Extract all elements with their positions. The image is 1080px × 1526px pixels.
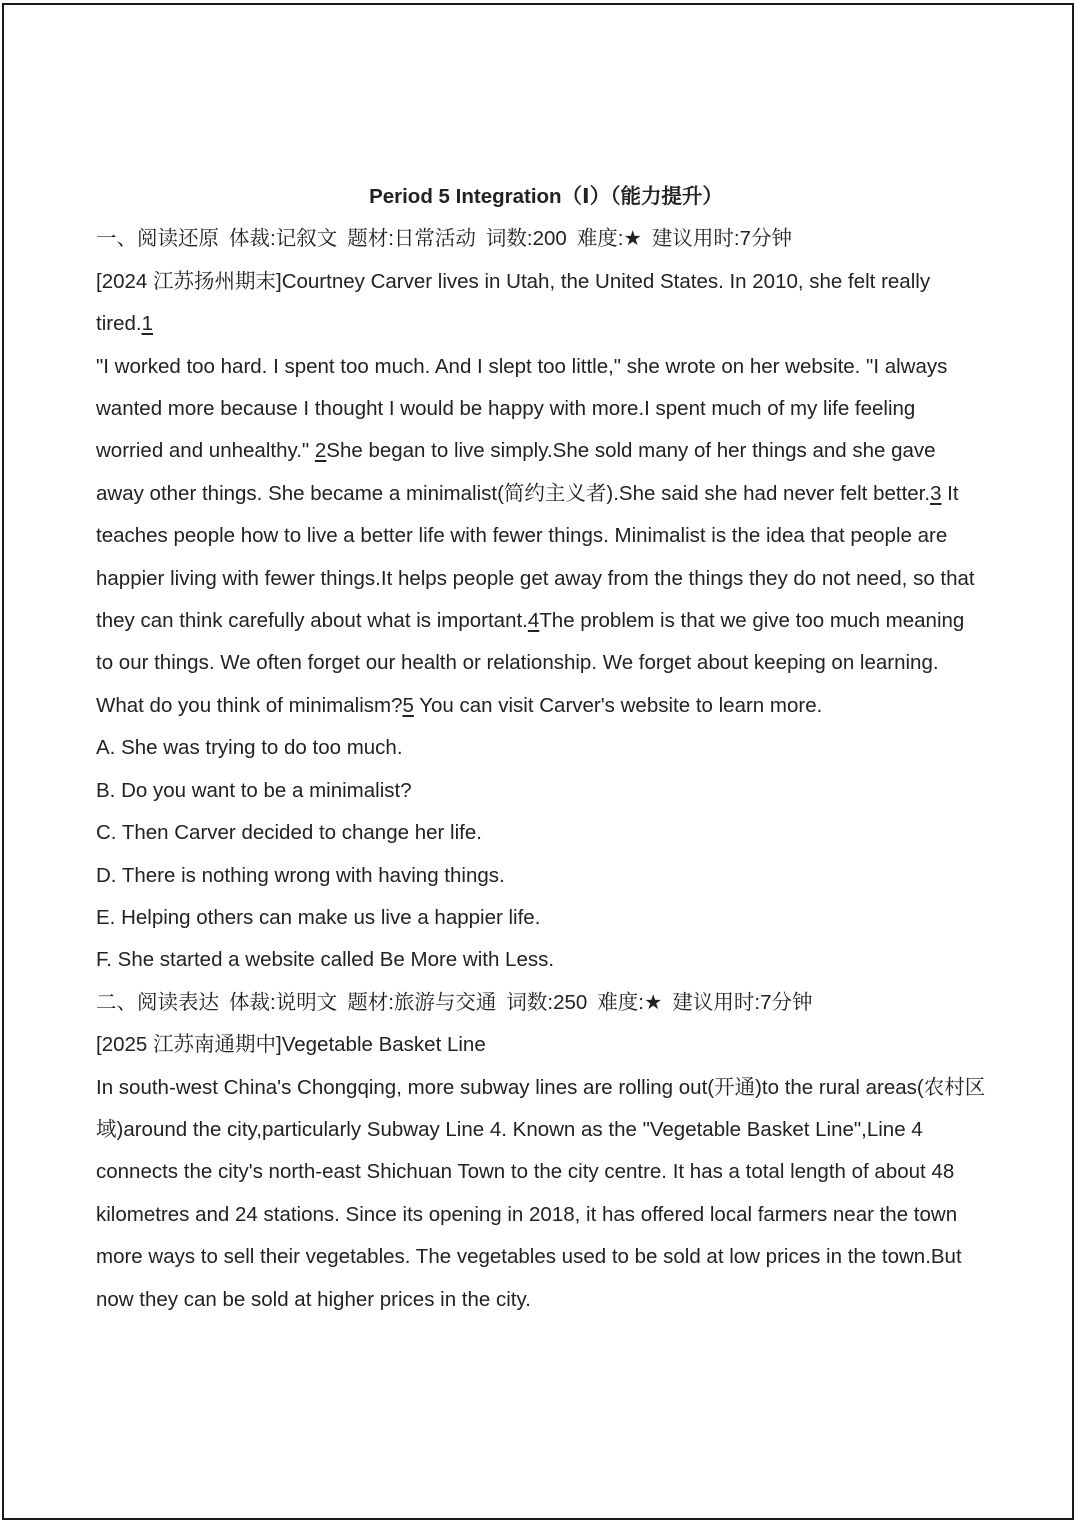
section2-genre: 体裁:说明文 (229, 990, 338, 1014)
passage2-body: In south-west China's Chongqing, more subway lines are rolling out(开通)to the rural areas(农村区域)around the city,particularly Subway Line 4. Known as the "Vegetable Basket Line",Line 4 connects the city's north-east Shichuan Town to the city centre. It has a total length of about 48 kilometres and 24 stations. Since its opening in 2018, it has offered local farmers near the town more ways to sell their vegetables. The vegetables used to be sold at low prices in the town.But now they can be sold at higher prices in the city. (96, 1075, 986, 1311)
section1-time: 建议用时:7分钟 (651, 227, 792, 251)
option-a: A. She was trying to do too much. (96, 736, 403, 760)
section1-source: [2024 江苏扬州期末] (96, 269, 282, 293)
passage1-body-b: She began to live simply.She sold many of her things and she gave away other things. She became a minimalist(简约主义者).She said she had never felt better. (96, 439, 936, 505)
passage1-closing (96, 685, 986, 727)
passage1-text-b: really tired. (96, 269, 931, 336)
section2-time: 建议用时:7分钟 (672, 990, 813, 1014)
passage1-body-c: It teaches people how to live a better life with fewer things. Minimalist is the idea that people are happier living with fewer things.It helps people get away from the things they do not need, so that they can think carefully about what is important. (96, 481, 975, 633)
section1-label: 一、阅读还原 (96, 227, 219, 251)
option-c: C. Then Carver decided to change her life. (96, 821, 482, 845)
option-d: D. There is nothing wrong with having things. (96, 863, 505, 887)
blank-4: 4 (527, 609, 540, 633)
blank-3: 3 (930, 481, 942, 505)
page-title: Period 5 Integration（Ⅰ）（能力提升） (369, 185, 723, 208)
passage2-title: Vegetable Basket Line (281, 1033, 486, 1057)
section2-topic: 题材:旅游与交通 (347, 990, 497, 1014)
section1-genre: 体裁:记叙文 (229, 227, 338, 251)
section2-difficulty: 难度:★ (597, 990, 663, 1014)
passage1-closing-a: What do you think of minimalism? (96, 693, 403, 717)
passage1-text-a: Courtney Carver lives in Utah, the United States. In 2010, she felt (281, 269, 876, 293)
option-b: B. Do you want to be a minimalist? (96, 778, 412, 802)
section1-words: 词数:200 (485, 227, 567, 251)
option-f: F. She started a website called Be More with Less. (96, 948, 555, 972)
section2-words: 词数:250 (506, 990, 588, 1014)
passage2-heading (96, 1024, 986, 1066)
worksheet-content (96, 176, 986, 1321)
passage1-body-d: The problem is that we give too much meaning to our things. We often forget our health or relationship. We forget about keeping on learning. (96, 609, 965, 675)
section2-heading (96, 982, 986, 1024)
section1-difficulty: 难度:★ (576, 227, 642, 251)
blank-5: 5 (402, 693, 414, 717)
passage1-intro (96, 261, 986, 346)
passage1-closing-b: You can visit Carver's website to learn more. (413, 693, 823, 717)
blank-1: 1 (141, 312, 153, 336)
section1-heading (96, 218, 986, 260)
option-e: E. Helping others can make us live a happier life. (96, 905, 541, 929)
section2-source: [2025 江苏南通期中] (96, 1033, 282, 1057)
section1-topic: 题材:日常活动 (347, 227, 476, 251)
passage1-body-a: "I worked too hard. I spent too much. And I slept too little," she wrote on her website. "I always wanted more because I thought I would be happy with more.I spent much of my life feeling worried and unhealthy." (96, 354, 948, 463)
passage1-body (96, 346, 986, 685)
section2-label: 二、阅读表达 (96, 990, 219, 1014)
blank-2: 2 (314, 439, 327, 463)
